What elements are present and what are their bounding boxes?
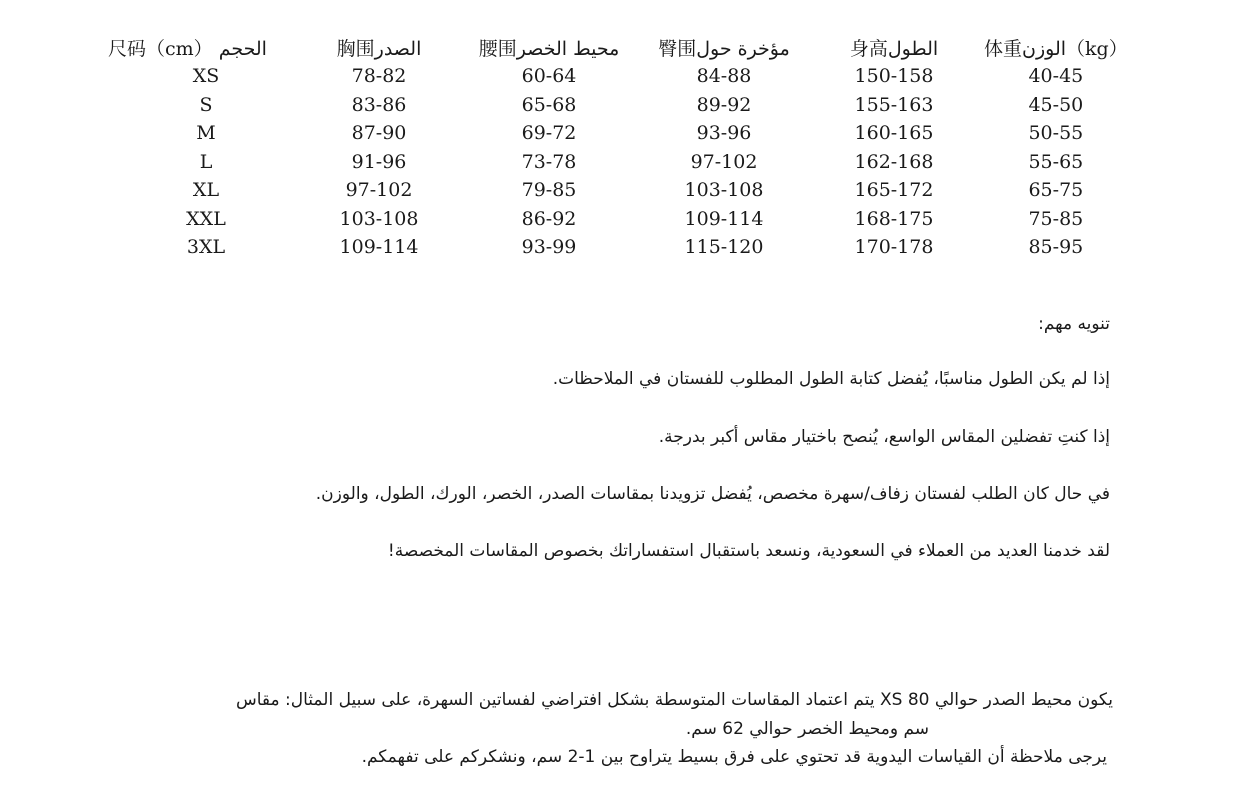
cell-weight: 55-65: [1028, 150, 1084, 173]
cell-hips: 103-108: [684, 179, 764, 202]
cell-weight: 85-95: [1028, 236, 1084, 259]
footer-line: سم ومحيط الخصر حوالي 62 سم.: [685, 719, 929, 739]
header-waist: 腰围محيط الخصر: [478, 37, 620, 60]
cell-hips: 115-120: [684, 236, 764, 259]
cell-weight: 65-75: [1028, 179, 1084, 202]
cell-hips: 89-92: [696, 93, 752, 116]
cell-waist: 79-85: [521, 179, 577, 202]
cell-size: 3XL: [186, 236, 226, 259]
cell-size: L: [199, 150, 213, 173]
cell-height: 168-175: [854, 207, 934, 230]
cell-waist: 93-99: [521, 236, 577, 259]
size-chart-table: [108, 32, 1128, 262]
cell-height: 155-163: [854, 93, 934, 116]
cell-waist: 65-68: [521, 93, 577, 116]
table-row: [108, 148, 1128, 177]
cell-weight: 75-85: [1028, 207, 1084, 230]
cell-bust: 109-114: [339, 236, 419, 259]
header-weight: 体重الوزن（kg）: [984, 37, 1128, 60]
table-row: [108, 205, 1128, 234]
table-row: [108, 91, 1128, 120]
cell-hips: 84-88: [696, 65, 752, 88]
cell-weight: 45-50: [1028, 93, 1084, 116]
table-row: [108, 176, 1128, 205]
cell-height: 165-172: [854, 179, 934, 202]
cell-height: 160-165: [854, 122, 934, 145]
header-size: 尺码（cm） الحجم: [108, 37, 267, 60]
header-bust: 胸围الصدر: [336, 37, 422, 60]
footer-line: يرجى ملاحظة أن القياسات اليدوية قد تحتوي على فرق بسيط يتراوح بين 1-2 سم، ونشكركم على تفهمكم.: [361, 747, 1107, 767]
table-row: [108, 62, 1128, 91]
cell-bust: 83-86: [351, 93, 407, 116]
note-item: إذا لم يكن الطول مناسبًا، يُفضل كتابة الطول المطلوب للفستان في الملاحظات.: [552, 369, 1110, 389]
cell-hips: 97-102: [690, 150, 758, 173]
notes-title: تنويه مهم:: [1038, 314, 1110, 334]
table-row: [108, 233, 1128, 262]
cell-hips: 93-96: [696, 122, 752, 145]
cell-height: 162-168: [854, 150, 934, 173]
cell-weight: 50-55: [1028, 122, 1084, 145]
cell-size: XXL: [186, 207, 226, 230]
header-hips: 臀围مؤخرة حول: [658, 37, 790, 60]
cell-size: S: [199, 93, 213, 116]
cell-waist: 73-78: [521, 150, 577, 173]
table-row: [108, 119, 1128, 148]
cell-bust: 97-102: [345, 179, 413, 202]
cell-weight: 40-45: [1028, 65, 1084, 88]
cell-size: M: [196, 122, 216, 145]
note-item: لقد خدمنا العديد من العملاء في السعودية، ونسعد باستقبال استفساراتك بخصوص المقاسات المخصصة!: [387, 541, 1110, 561]
cell-waist: 86-92: [521, 207, 577, 230]
cell-bust: 103-108: [339, 207, 419, 230]
footer-line: يكون محيط الصدر حوالي 80 XS يتم اعتماد المقاسات المتوسطة بشكل افتراضي لفساتين السهرة، على سبيل المثال: مقاس: [236, 690, 1113, 710]
cell-waist: 60-64: [521, 65, 577, 88]
cell-height: 150-158: [854, 65, 934, 88]
cell-height: 170-178: [854, 236, 934, 259]
note-item: إذا كنتِ تفضلين المقاس الواسع، يُنصح باختيار مقاس أكبر بدرجة.: [658, 427, 1110, 447]
cell-hips: 109-114: [684, 207, 764, 230]
cell-bust: 91-96: [351, 150, 407, 173]
cell-bust: 78-82: [351, 65, 407, 88]
cell-bust: 87-90: [351, 122, 407, 145]
cell-waist: 69-72: [521, 122, 577, 145]
cell-size: XS: [192, 65, 220, 88]
cell-size: XL: [192, 179, 220, 202]
header-height: 身高الطول: [849, 37, 939, 60]
size-chart-header-row: [108, 32, 1128, 62]
note-item: في حال كان الطلب لفستان زفاف/سهرة مخصص، يُفضل تزويدنا بمقاسات الصدر، الخصر، الورك، الطول، والوزن.: [315, 484, 1110, 504]
